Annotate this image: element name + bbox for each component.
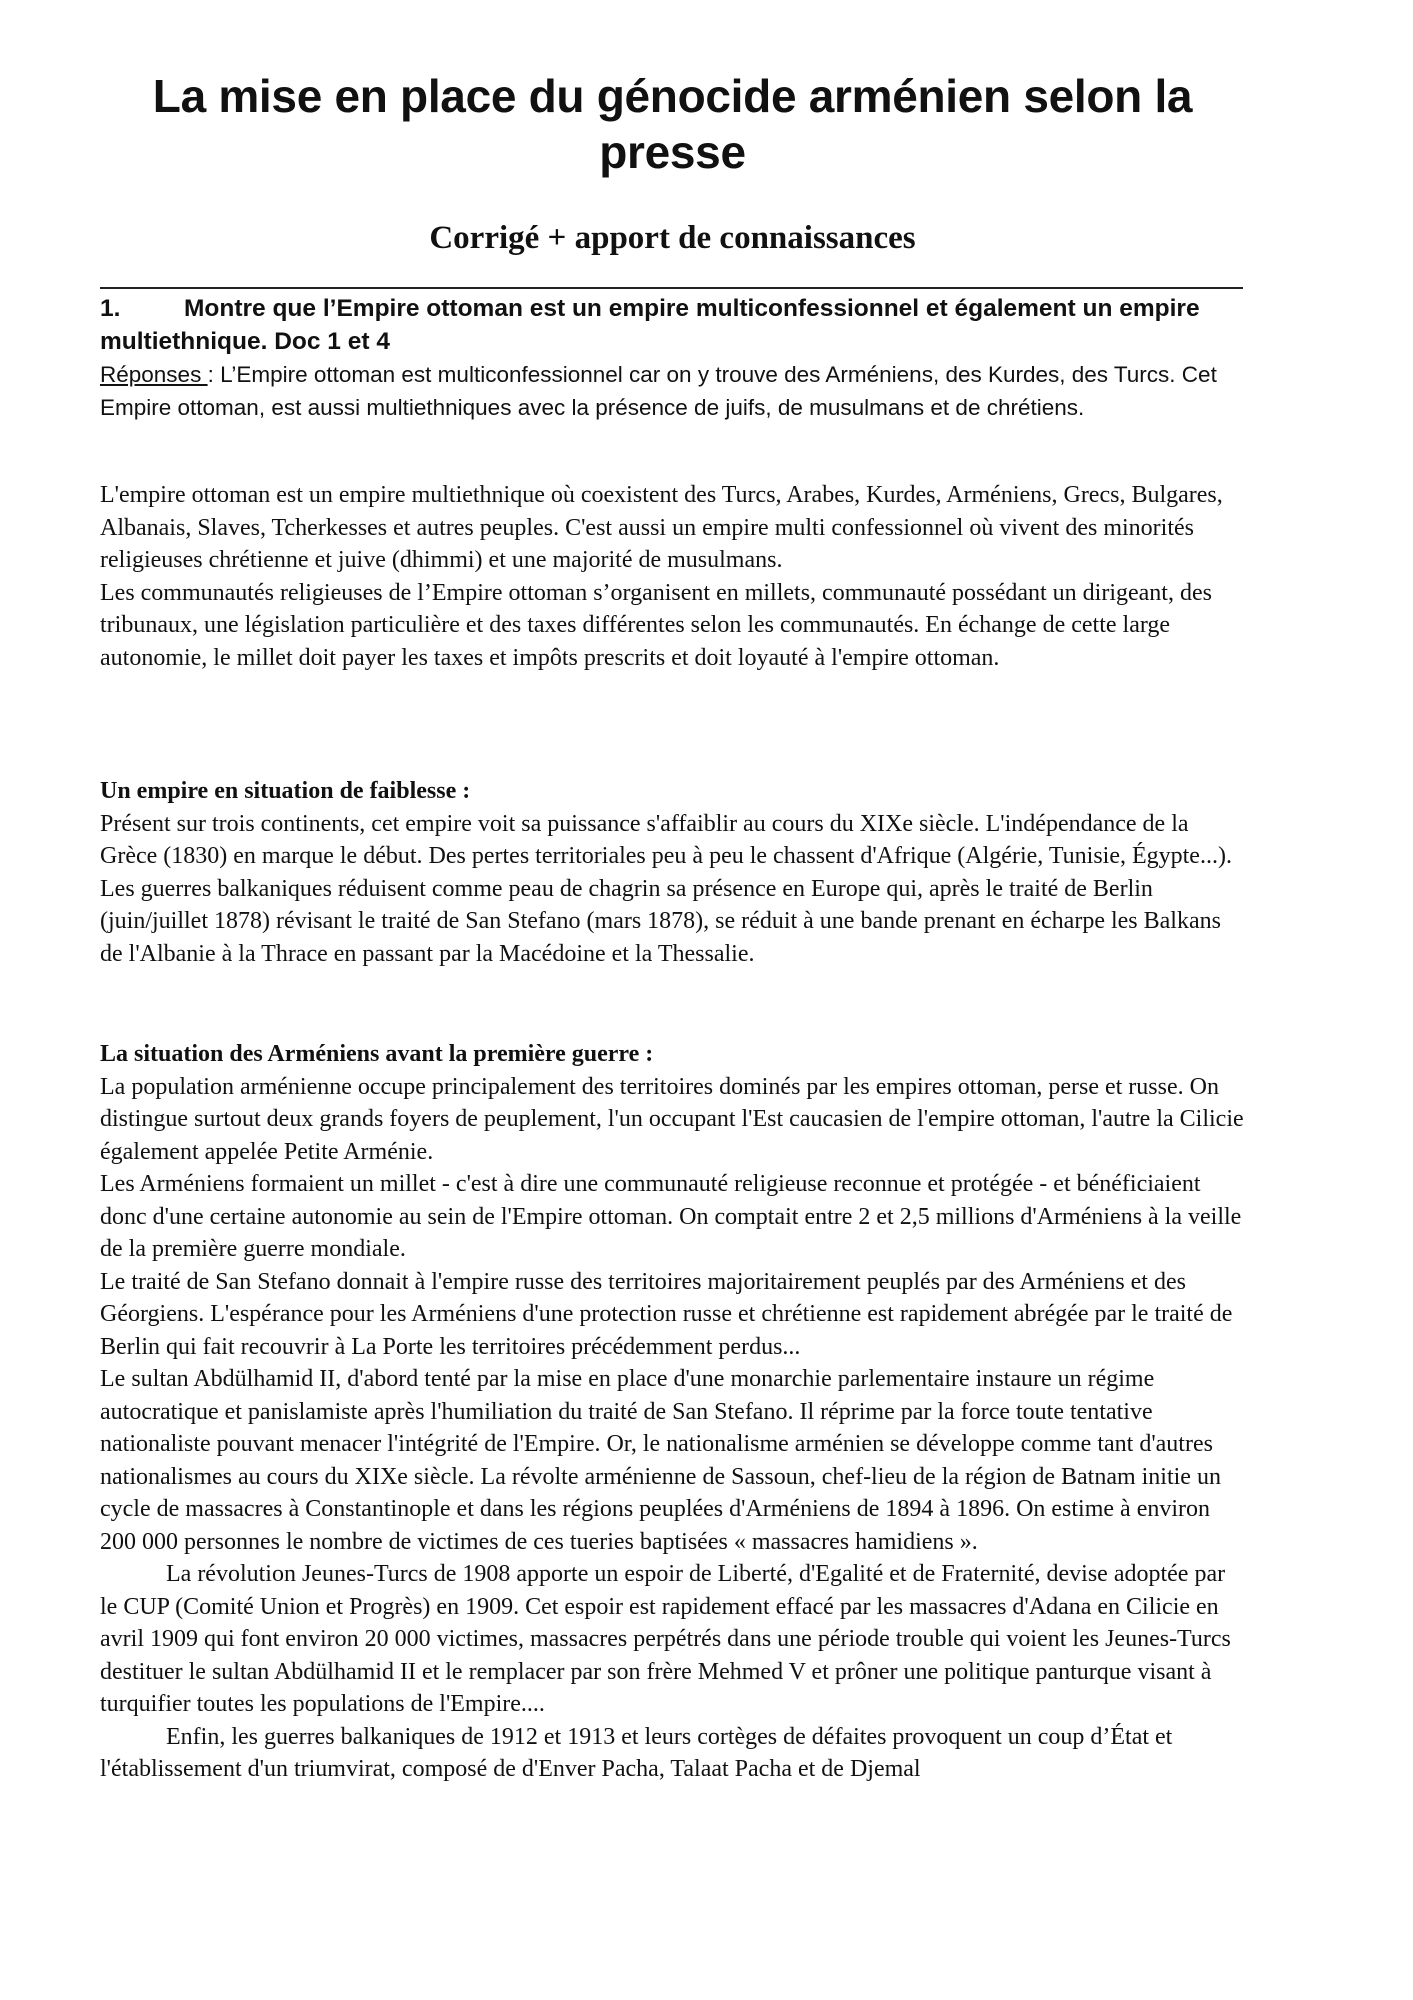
question-number: 1. (100, 295, 121, 322)
section-armeniens (100, 1038, 1245, 1786)
answer-block (100, 358, 1245, 424)
horizontal-divider (100, 287, 1243, 289)
paragraph: Les Arméniens formaient un millet - c'est à dire une communauté religieuse reconnue et protégée - et bénéficiaient donc d'une certaine autonomie au sein de l'Empire ottoman. On comptait entre 2 et 2,5 millions d'Arméniens à la veille de la première guerre mondiale. (100, 1171, 1242, 1262)
paragraph: L'empire ottoman est un empire multiethnique où coexistent des Turcs, Arabes, Kurdes, Arméniens, Grecs, Bulgares, Albanais, Slaves, Tcherkesses et autres peuples. C'est aussi un empire multi confessionnel où vivent des minorités religieuses chrétienne et juive (dhimmi) et une majorité de musulmans. (100, 482, 1223, 573)
answer-label: Réponses (100, 362, 208, 387)
paragraph: La révolution Jeunes-Turcs de 1908 apporte un espoir de Liberté, d'Egalité et de Fraternité, devise adoptée par le CUP (Comité Union et Progrès) en 1909. Cet espoir est rapidement effacé par les massacres d'Adana en Cilicie en avril 1909 qui font environ 20 000 victimes, massacres perpétrés dans une période trouble qui voient les Jeunes-Turcs destituer le sultan Abdülhamid II et le remplacer par son frère Mehmed V et prôner une politique panturque visant à turquifier toutes les populations de l'Empire.... (100, 1561, 1231, 1717)
question-text: Montre que l’Empire ottoman est un empire multiconfessionnel et également un empire multiethnique. Doc 1 et 4 (100, 295, 1200, 355)
answer-text: : L’Empire ottoman est multiconfessionnel car on y trouve des Arméniens, des Kurdes, des Turcs. Cet Empire ottoman, est aussi multiethniques avec la présence de juifs, de musulmans et de chrétiens. (100, 362, 1217, 420)
section-faiblesse (100, 775, 1245, 970)
paragraph: Le traité de San Stefano donnait à l'empire russe des territoires majoritairement peuplés par des Arméniens et des Géorgiens. L'espérance pour les Arméniens d'une protection russe et chrétienne est rapidement abrégée par le traité de Berlin qui fait recouvrir à La Porte les territoires précédemment perdus... (100, 1268, 1233, 1360)
paragraph: Les communautés religieuses de l’Empire ottoman s’organisent en millets, communauté possédant un dirigeant, des tribunaux, une législation particulière et des taxes différentes selon les communautés. En échange de cette large autonomie, le millet doit payer les taxes et impôts prescrits et doit loyauté à l'empire ottoman. (100, 579, 1212, 671)
section-heading: Un empire en situation de faiblesse : (100, 778, 471, 804)
page-title: La mise en place du génocide arménien selon la presse (152, 70, 1193, 178)
paragraph: Présent sur trois continents, cet empire voit sa puissance s'affaiblir au cours du XIXe siècle. L'indépendance de la Grèce (1830) en marque le début. Des pertes territoriales peu à peu le chassent d'Afrique (Algérie, Tunisie, Égypte...). Les guerres balkaniques réduisent comme peau de chagrin sa présence en Europe qui, après le traité de Berlin (juin/juillet 1878) révisant le traité de San Stefano (mars 1878), se réduit à une bande prenant en écharpe les Balkans de l'Albanie à la Thrace en passant par la Macédoine et la Thessalie. (100, 810, 1232, 967)
question-1 (100, 292, 1245, 358)
section-intro (100, 479, 1245, 674)
paragraph: Enfin, les guerres balkaniques de 1912 et 1913 et leurs cortèges de défaites provoquent un coup d’État et l'établissement d'un triumvirat, composé de d'Enver Pacha, Talaat Pacha et de Djemal (100, 1723, 1173, 1782)
page-subtitle: Corrigé + apport de connaissances (429, 220, 916, 256)
paragraph: Le sultan Abdülhamid II, d'abord tenté par la mise en place d'une monarchie parlementaire instaure un régime autocratique et panislamiste après l'humiliation du traité de San Stefano. Il réprime par la force toute tentative nationaliste pouvant menacer l'intégrité de l'Empire. Or, le nationalisme arménien se développe comme tant d'autres nationalismes au cours du XIXe siècle. La révolte arménienne de Sassoun, chef-lieu de la région de Batnam initie un cycle de massacres à Constantinople et dans les régions peuplées d'Arméniens de 1894 à 1896. On estime à environ 200 000 personnes le nombre de victimes de ces tueries baptisées « massacres hamidiens ». (100, 1366, 1221, 1555)
paragraph: La population arménienne occupe principalement des territoires dominés par les empires ottoman, perse et russe. On distingue surtout deux grands foyers de peuplement, l'un occupant l'Est caucasien de l'empire ottoman, l'autre la Cilicie également appelée Petite Arménie. (100, 1073, 1244, 1165)
section-heading: La situation des Arméniens avant la première guerre : (100, 1041, 654, 1067)
